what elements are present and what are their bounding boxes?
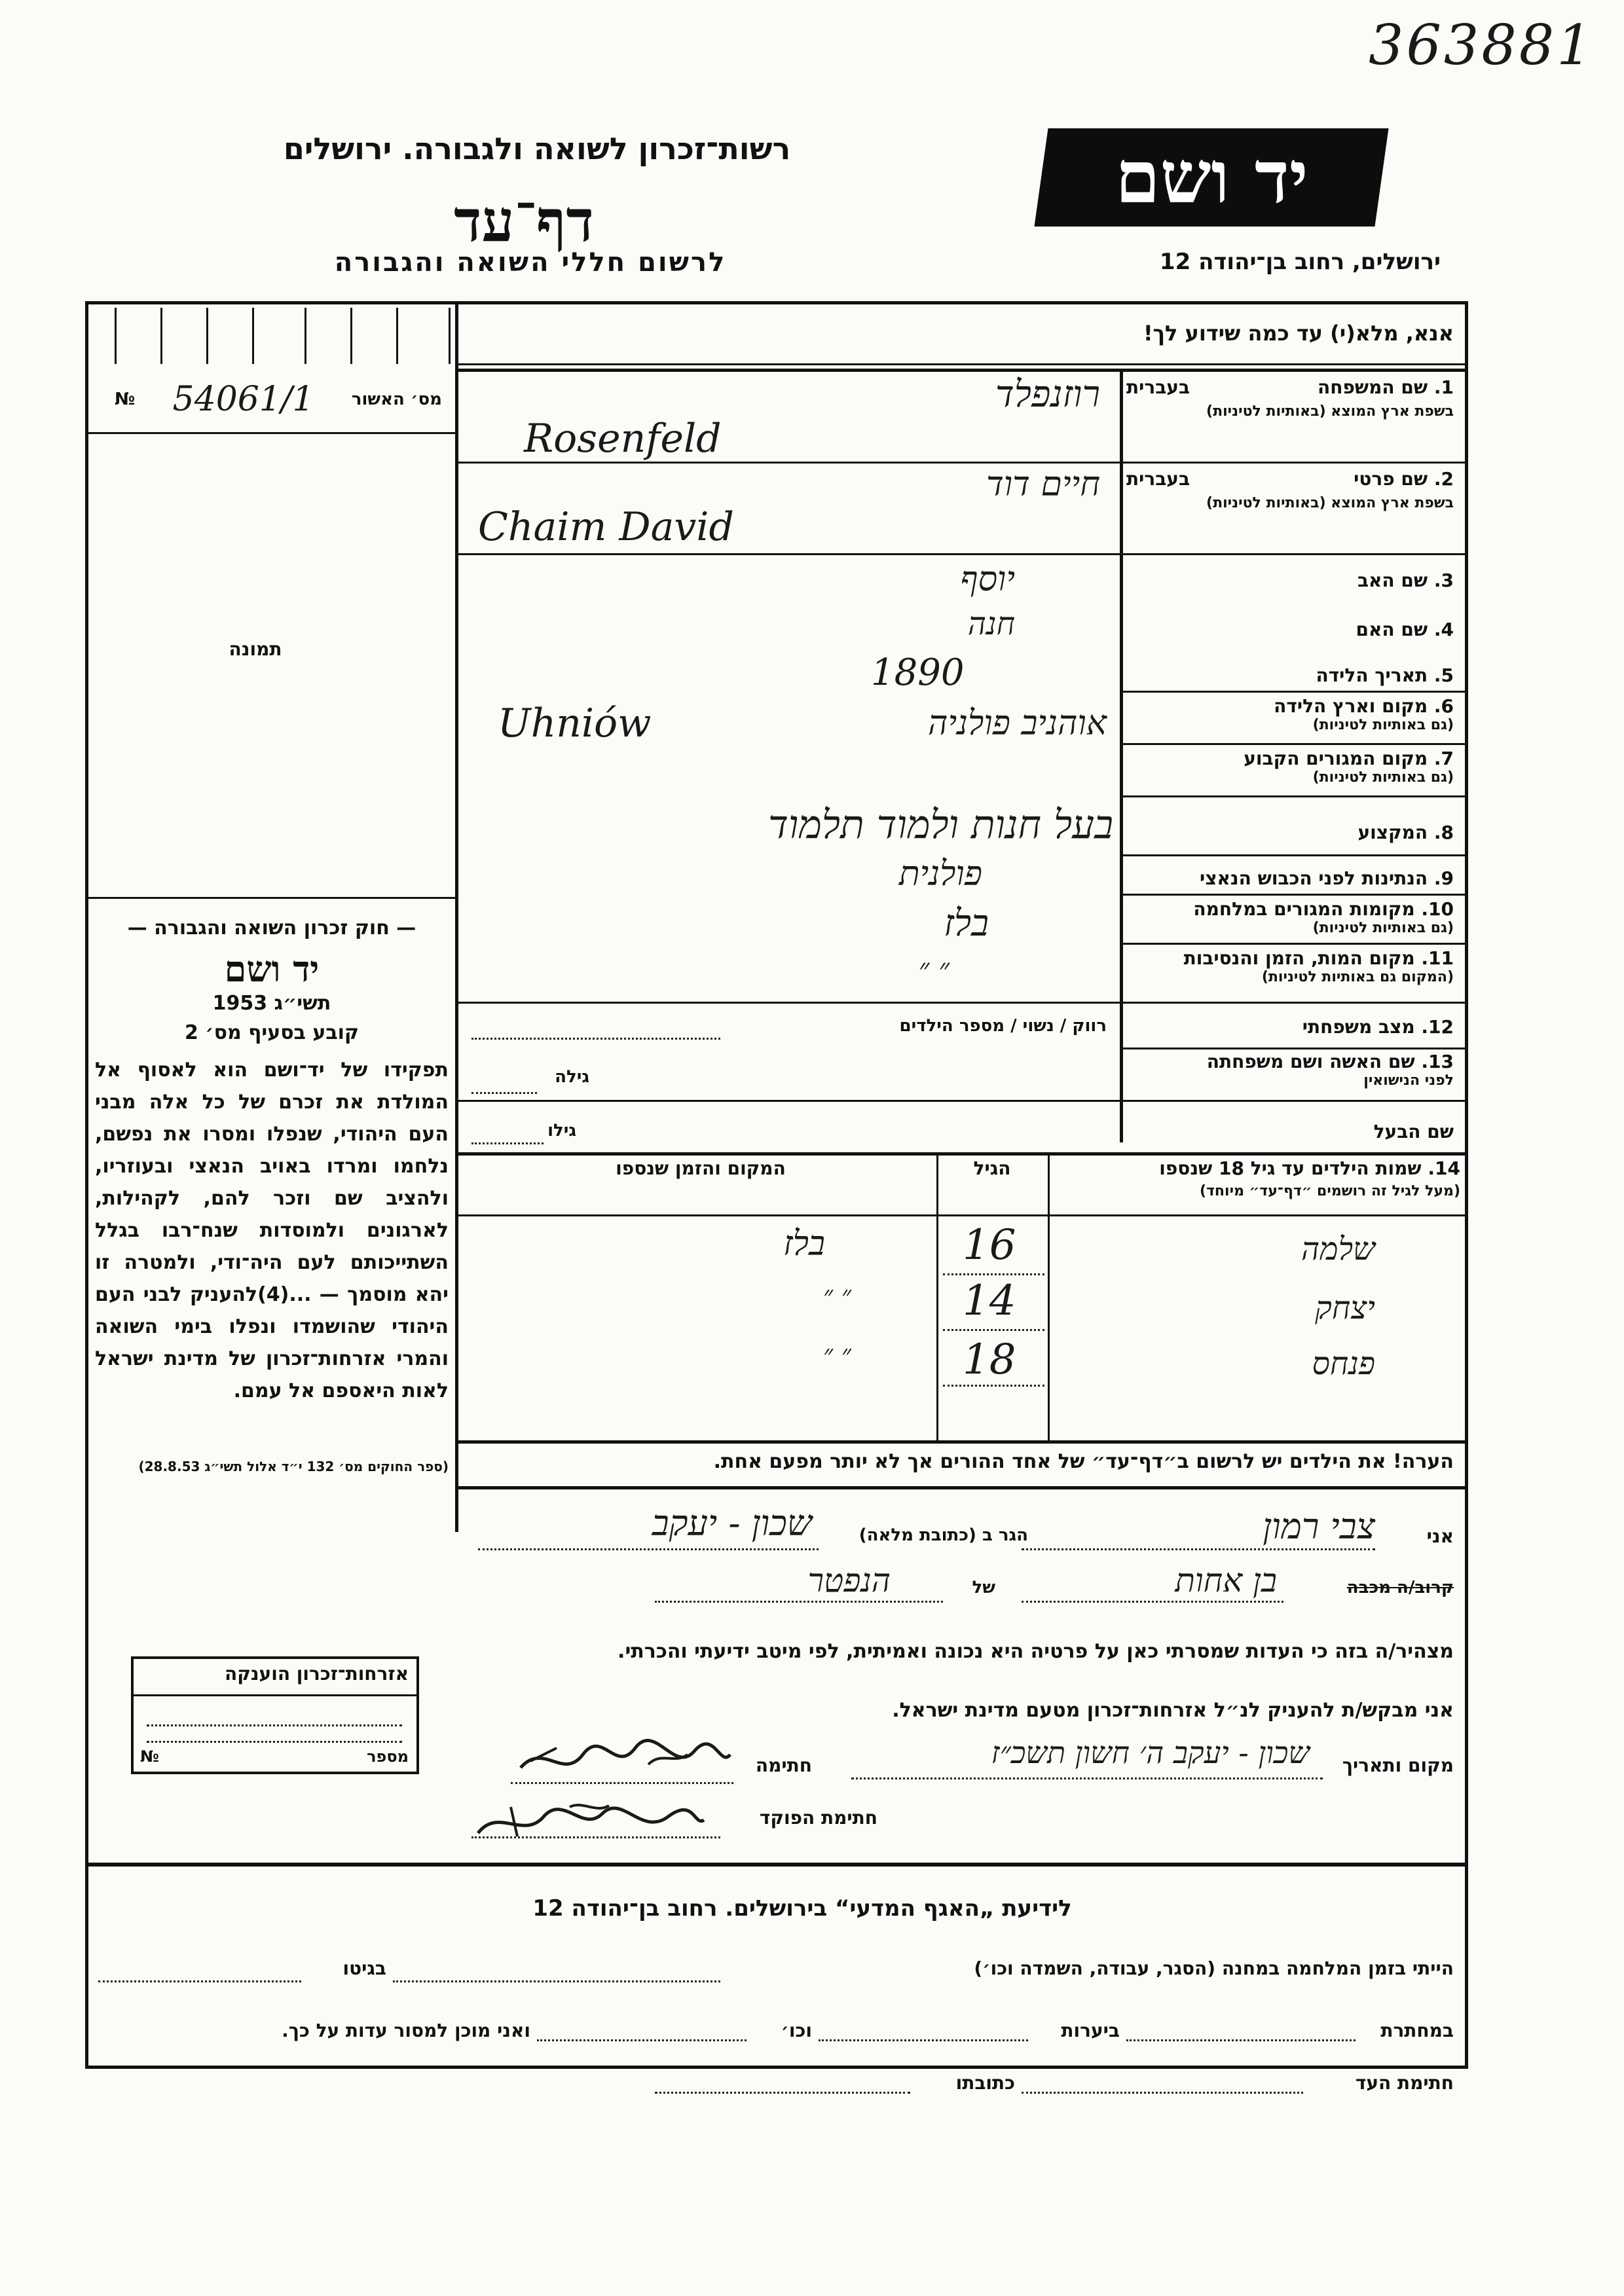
declarant-signature [517, 1728, 733, 1787]
field-1-label: 1. שם המשפחה בעברית בשפת ארץ המוצא (באותיות לטיניות) [1126, 376, 1454, 420]
yad-vashem-logo [1034, 128, 1388, 227]
citizenship-number-prefix: № [140, 1747, 159, 1766]
child-3-age: 18 [963, 1336, 1016, 1384]
child-3-name: פנחס [1312, 1345, 1375, 1382]
archive-number: 363881 [1369, 13, 1595, 77]
field-4-label: 4. שם האם [1356, 619, 1454, 640]
form-subtitle: לרשום חללי השואה והגבורה [334, 247, 727, 278]
place-date-label: מקום ותאריך [1342, 1755, 1454, 1776]
bottom-line3-a: חתימת העד [1355, 2072, 1454, 2094]
child-2-place: ״ ״ [822, 1281, 851, 1311]
top-left-boxes [88, 308, 455, 364]
field-3-label: 3. שם האב [1357, 570, 1454, 591]
citizenship-number-label: מספר [367, 1747, 409, 1766]
field-6-value-latin: Uhniów [498, 701, 652, 746]
field-6-value-hebrew: אוהניב פולניה [928, 704, 1107, 743]
field-12-value: רווק / נשוי / מספר הילדים [899, 1016, 1107, 1036]
field-2-value-latin: Chaim David [478, 504, 734, 550]
law-year-hebrew: תשי״ג [274, 992, 331, 1015]
law-year-row [95, 992, 449, 1015]
bottom-line1-a: הייתי בזמן המלחמה במחנה (הסגר, עבודה, השמדה וכו׳) [974, 1958, 1454, 1979]
law-year: 1953 [212, 992, 268, 1015]
field-8-label: 8. המקצוע [1357, 822, 1454, 843]
law-text: תפקידו של יד־ושם הוא לאסוף אל המולדת את זכרם של כל אלה מבני העם היהודי, שנפלו ומסרו את נפשם, נלחמו ומרדו באויב הנאצי ובעוזריו, ולהציב שם וזכר להם, לקהילות, לארגונים ולמוסדות שנח־רבו בגלל השתייכותם לעם היה־ודי, ולמטרה זו יהא מוסמך — ...(4)להעניק לבני העם היהודי שהושמדו ונפלו בימי השואה והמרי אזרחות־זכרון של מדינת ישראל לאות היאספם אל עמם. [95, 1059, 449, 1402]
field-10-label: 10. מקומות המגורים במלחמה (גם באותיות לטיניות) [1193, 898, 1454, 936]
field-12-label: 12. מצב משפחתי [1302, 1016, 1454, 1038]
citizenship-title: אזרחות־זכרון הוענקה [225, 1663, 409, 1685]
declarant-address: שכון - יעקב [652, 1503, 812, 1544]
field-13-value: גילה [555, 1067, 589, 1087]
photo-label: תמונה [229, 638, 282, 660]
field-8-value: בעל חנות ולמוד תלמוד [768, 802, 1113, 848]
field-husband-value: גילו [547, 1121, 576, 1140]
declarant-relation-value: בן אחות [1175, 1561, 1277, 1599]
logo-text: יד ושם [1115, 135, 1308, 219]
field-2-value-hebrew: חיים דוד [986, 465, 1100, 504]
fields-top-rule [458, 369, 1467, 372]
child-2-name: יצחק [1315, 1290, 1375, 1326]
field-11-label: 11. מקום המות, הזמן והנסיבות (המקום גם באותיות לטיניות) [1183, 947, 1454, 985]
instruction-underline [458, 363, 1467, 365]
place-date-value: שכון - יעקב ה׳ חשון תשכ״ז [991, 1735, 1310, 1770]
left-column-divider [455, 301, 458, 1532]
field-9-value: פולנית [898, 854, 982, 894]
bottom-line2-b: ביערות [1061, 2020, 1120, 2041]
law-clause: קובע בסעיף מס׳ 2 [184, 1021, 360, 1044]
approval-label: מס׳ האשור [351, 390, 442, 409]
law-logo: יד ושם [224, 948, 320, 990]
instruction-text: אנא, מלא(י) עד כמה שידוע לך! [1143, 321, 1454, 346]
declaration-text: מצהיר/ה בזה כי העדות שמסרתי כאן על פרטיה היא נכונה ואמיתית, לפי מיטב ידיעתי והכרתי. [618, 1640, 1454, 1663]
field-10-value: בלז [944, 902, 989, 945]
citizenship-number-row [140, 1747, 409, 1766]
child-1-age: 16 [963, 1221, 1016, 1269]
declarant-of-value: הנפטר [807, 1561, 891, 1599]
bottom-line2-d: ואני מוכן למסור עדות על כך. [282, 2020, 530, 2041]
declarant-relation-label: קרוב/ה מכבה [1346, 1578, 1454, 1597]
request-text: אני מבקש/ת להעניק לנ״ל אזרחות־זכרון מטעם מדינת ישראל. [892, 1699, 1454, 1722]
field-1-value-latin: Rosenfeld [524, 416, 722, 462]
child-2-age: 14 [963, 1277, 1016, 1325]
declarant-resides-label: הגר ב (כתובת מלאה) [858, 1525, 1028, 1545]
field-7-label: 7. מקום המגורים הקבוע (גם באותיות לטיניות) [1244, 748, 1454, 786]
authority-title: רשות־זכרון לשואה ולגבורה. ירושלים [283, 131, 791, 166]
field-3-value: יוסף [960, 560, 1015, 599]
field-2-label: 2. שם פרטי בעברית בשפת ארץ המוצא (באותיות לטיניות) [1126, 468, 1454, 511]
header-address: ירושלים, רחוב בן־יהודה 12 [1159, 249, 1441, 275]
bottom-line2-c: וכו׳ [781, 2020, 812, 2041]
bottom-line3-b: כתובתו [955, 2072, 1015, 2094]
form-title: דף־עד [454, 187, 594, 255]
field-6-label: 6. מקום וארץ הלידה (גם באותיות לטיניות) [1274, 695, 1454, 733]
field-1-value-hebrew: רוזנפלד [995, 373, 1100, 416]
bottom-line2-a: במחתרת [1380, 2020, 1454, 2041]
officer-signature-label: חתימת הפוקד [759, 1807, 877, 1829]
law-heading: — חוק זכרון השואה והגבורה — [127, 917, 416, 939]
children-col-age: הגיל [973, 1157, 1011, 1179]
declarant-name: צבי רמון [1263, 1506, 1375, 1547]
bottom-title: לידיעת „האגף המדעי“ בירושלים. רחוב בן־יהודה 12 [532, 1895, 1072, 1922]
field-4-value: חנה [967, 606, 1015, 642]
signature-label: חתימה [755, 1755, 812, 1776]
field-5-label: 5. תאריך הלידה [1316, 665, 1454, 686]
field-13-label: 13. שם האשה ושם משפחתה לפני הנישואין [1206, 1051, 1454, 1089]
declarant-ani-label: אני [1426, 1525, 1454, 1547]
field-9-label: 9. הנתינות לפני הכבוש הנאצי [1200, 867, 1454, 889]
approval-number-prefix: № [115, 390, 136, 409]
approval-number: 54061/1 [172, 380, 314, 419]
child-1-name: שלמה [1301, 1231, 1375, 1267]
law-footnote: (ספר החוקים מס׳ 132 י״ד אלול תשי״ג 28.8.53) [138, 1459, 449, 1474]
approval-row [115, 380, 442, 419]
child-3-place: ״ ״ [822, 1339, 851, 1370]
citizenship-box [131, 1656, 419, 1774]
declarant-of-label: של [972, 1578, 995, 1597]
field-husband-label: שם הבעל [1373, 1121, 1454, 1142]
note-text: הערה! את הילדים יש לרשום ב״דף־עד״ של אחד ההורים אך לא יותר מפעם אחת. [713, 1450, 1454, 1473]
children-col-place: המקום והזמן שנספו [616, 1157, 786, 1179]
field-11-value: ״ ״ [918, 953, 950, 986]
label-column-divider [1120, 370, 1123, 1142]
field-5-value: 1890 [871, 651, 965, 694]
child-1-place: בלז [783, 1224, 825, 1264]
bottom-line1-b: בגיטו [342, 1958, 386, 1979]
children-header: 14. שמות הילדים עד גיל 18 שנספו (מעל לגיל זה רושמים ״דף־עד״ מיוחד) [1159, 1157, 1460, 1199]
